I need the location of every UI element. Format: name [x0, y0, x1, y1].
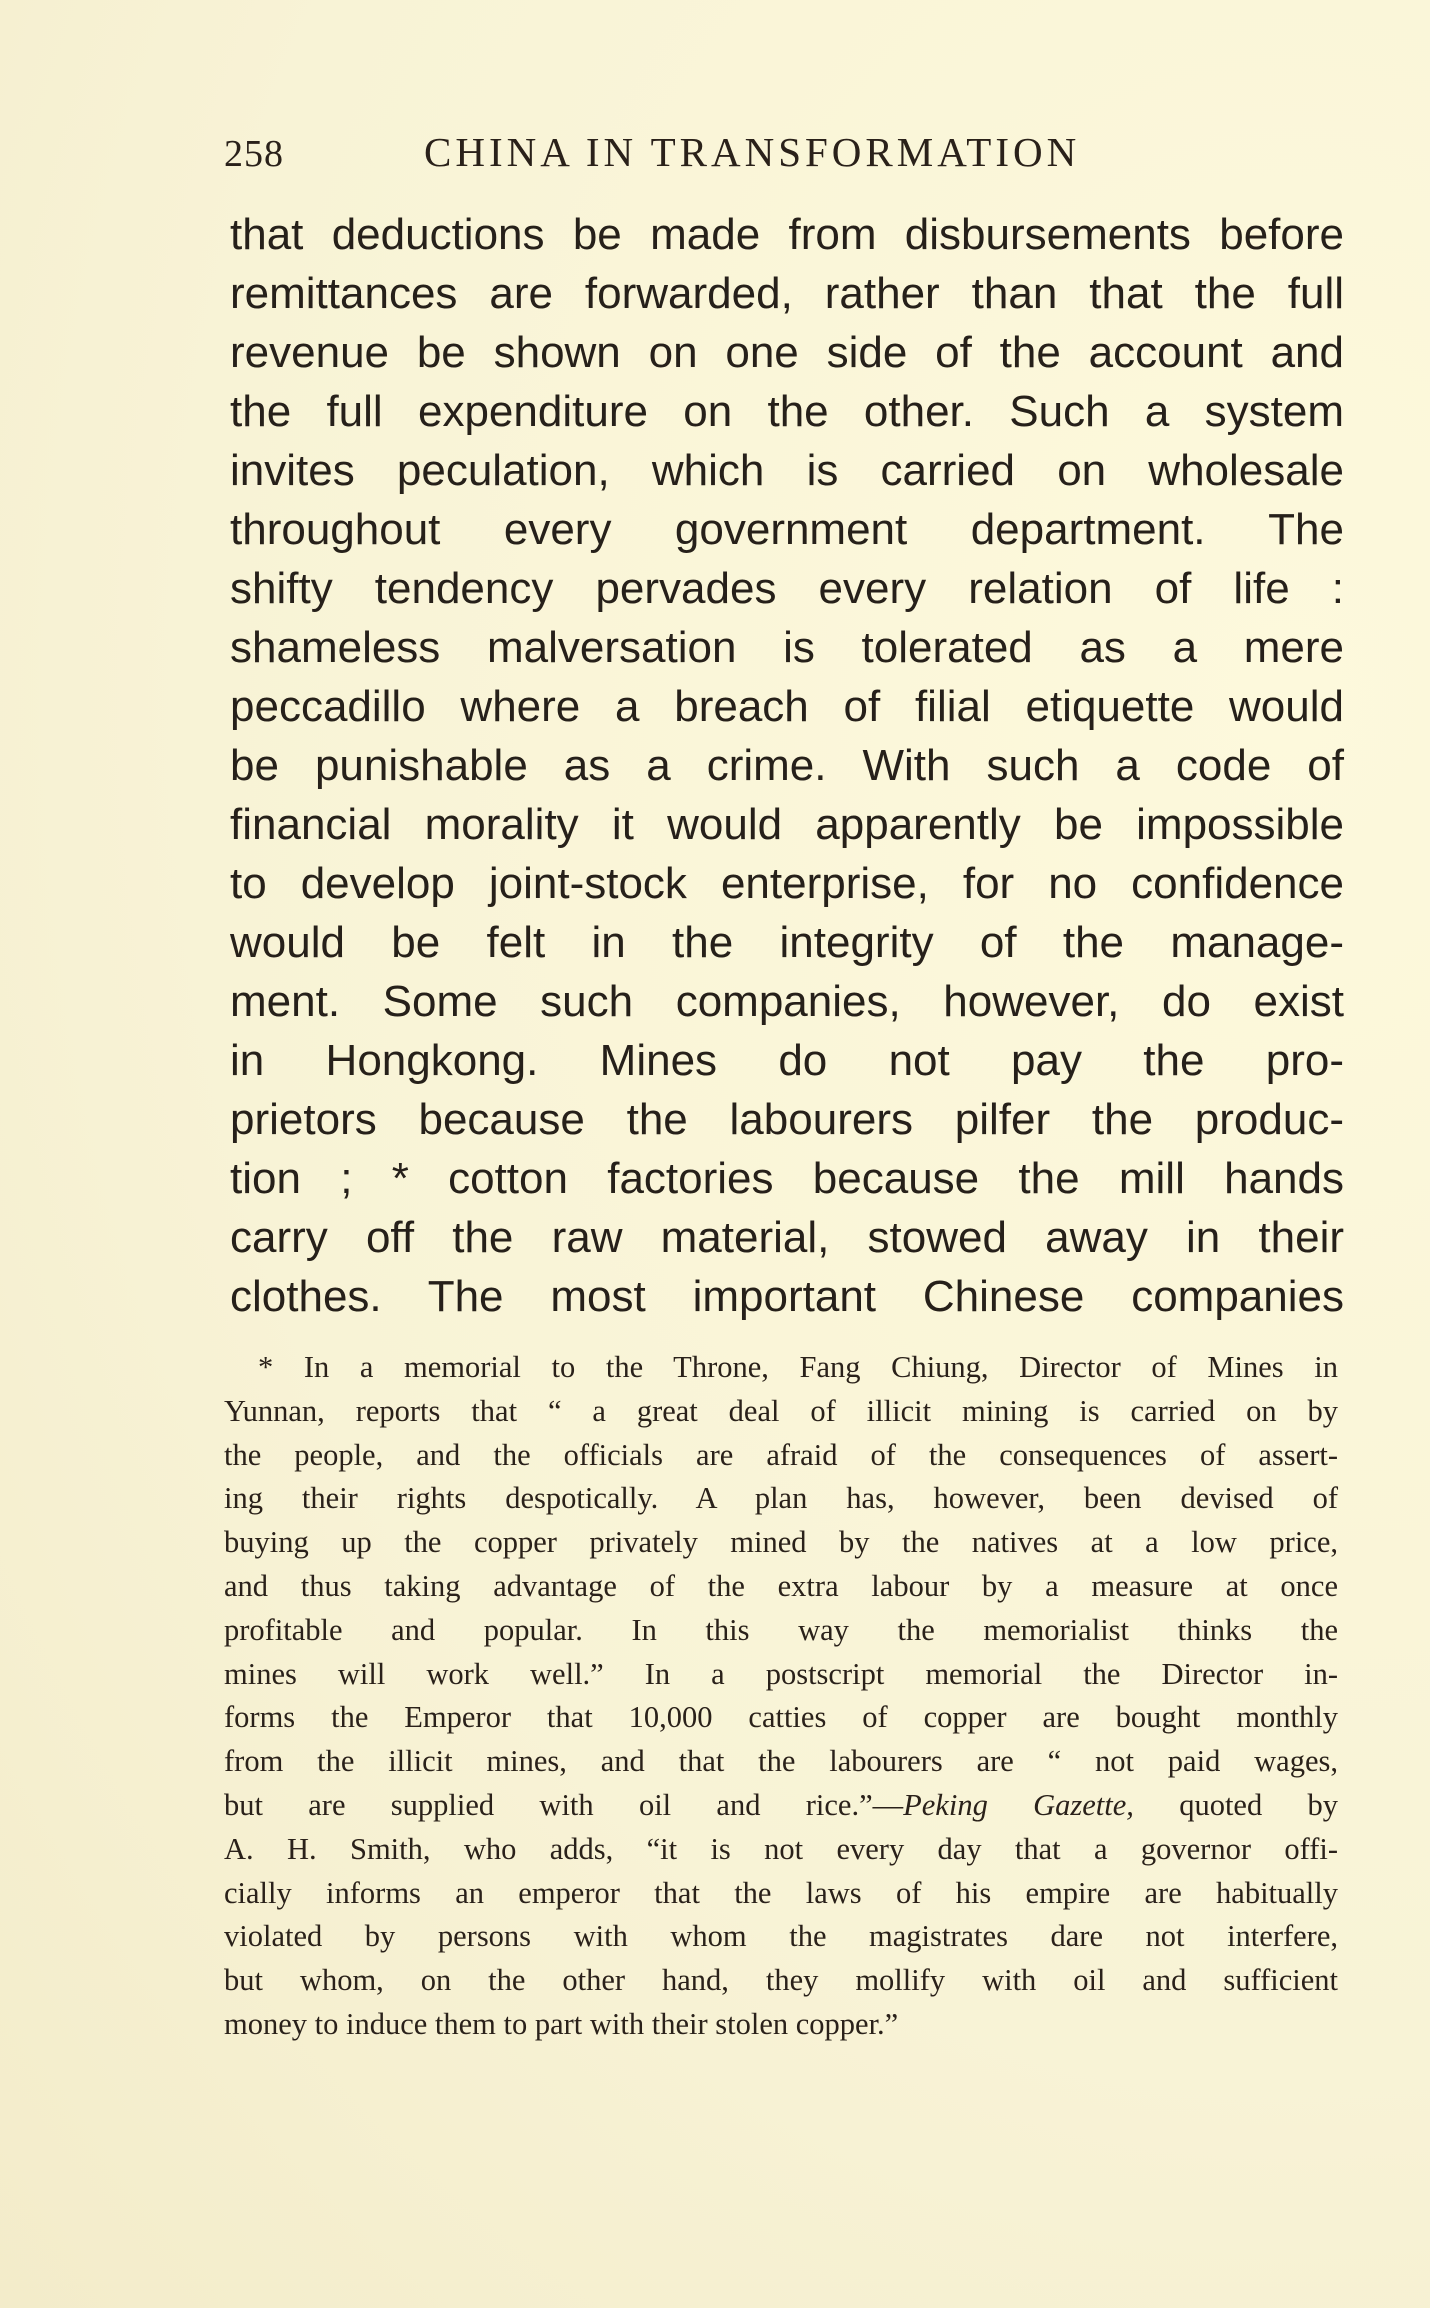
- text-line: shameless malversation is tolerated as a mere: [230, 623, 1344, 672]
- text-line: in Hongkong. Mines do not pay the pro-: [230, 1036, 1344, 1085]
- footnote-line: money to induce them to part with their stolen copper.”: [224, 2006, 899, 2041]
- footnote-line: from the illicit mines, and that the labourers are “ not paid wages,: [224, 1744, 1338, 1779]
- source-title: Peking Gazette,: [903, 1787, 1134, 1822]
- text-line: shifty tendency pervades every relation of life :: [230, 564, 1344, 613]
- text-line: clothes. The most important Chinese companies: [230, 1272, 1344, 1321]
- footnote-line-citation: [224, 1784, 1338, 1828]
- footnote-line: A. H. Smith, who adds, “it is not every day that a governor offi-: [224, 1831, 1338, 1866]
- footnote-line: * In a memorial to the Throne, Fang Chiung, Director of Mines in: [258, 1350, 1338, 1384]
- footnote-line: but whom, on the other hand, they mollify with oil and sufficient: [224, 1963, 1338, 1998]
- page-header: [224, 128, 1224, 188]
- footnote-line: and thus taking advantage of the extra labour by a measure at once: [224, 1568, 1338, 1603]
- footnote: [224, 1346, 1338, 2047]
- footnote-line: mines will work well.” In a postscript memorial the Director in-: [224, 1656, 1338, 1691]
- footnote-text: quoted by: [1133, 1787, 1338, 1822]
- text-line: revenue be shown on one side of the account and: [230, 328, 1344, 377]
- text-line: would be felt in the integrity of the manage-: [230, 918, 1344, 967]
- text-line: invites peculation, which is carried on wholesale: [230, 446, 1344, 495]
- text-line: financial morality it would apparently be impossible: [230, 800, 1344, 849]
- text-line: tion ; * cotton factories because the mill hands: [230, 1154, 1344, 1203]
- text-line: be punishable as a crime. With such a code of: [230, 741, 1344, 790]
- footnote-line: cially informs an emperor that the laws of his empire are habitually: [224, 1875, 1338, 1910]
- text-line: prietors because the labourers pilfer the produc-: [230, 1095, 1344, 1144]
- text-line: to develop joint-stock enterprise, for no confidence: [230, 859, 1344, 908]
- footnote-line: Yunnan, reports that “ a great deal of illicit mining is carried on by: [224, 1393, 1338, 1428]
- text-line: ment. Some such companies, however, do exist: [230, 977, 1344, 1026]
- footnote-line: ing their rights despotically. A plan has, however, been devised of: [224, 1481, 1338, 1516]
- text-line: peccadillo where a breach of filial etiquette would: [230, 682, 1344, 731]
- text-line: that deductions be made from disbursements before: [230, 210, 1344, 259]
- footnote-text: but are supplied with oil and rice.”—: [224, 1787, 904, 1822]
- footnote-line: forms the Emperor that 10,000 catties of copper are bought monthly: [224, 1700, 1338, 1735]
- page-number: 258: [224, 133, 284, 175]
- footnote-line: the people, and the officials are afraid of the consequences of assert-: [224, 1437, 1338, 1472]
- text-line: carry off the raw material, stowed away in their: [230, 1213, 1344, 1262]
- text-line: throughout every government department. The: [230, 505, 1344, 554]
- footnote-line: violated by persons with whom the magistrates dare not interfere,: [224, 1919, 1338, 1954]
- text-line: remittances are forwarded, rather than that the full: [230, 269, 1344, 318]
- text-line: the full expenditure on the other. Such a system: [230, 387, 1344, 436]
- main-text: [230, 205, 1344, 1326]
- running-title: CHINA IN TRANSFORMATION: [424, 129, 1081, 175]
- footnote-line: profitable and popular. In this way the memorialist thinks the: [224, 1612, 1338, 1647]
- footnote-line: buying up the copper privately mined by the natives at a low price,: [224, 1525, 1338, 1560]
